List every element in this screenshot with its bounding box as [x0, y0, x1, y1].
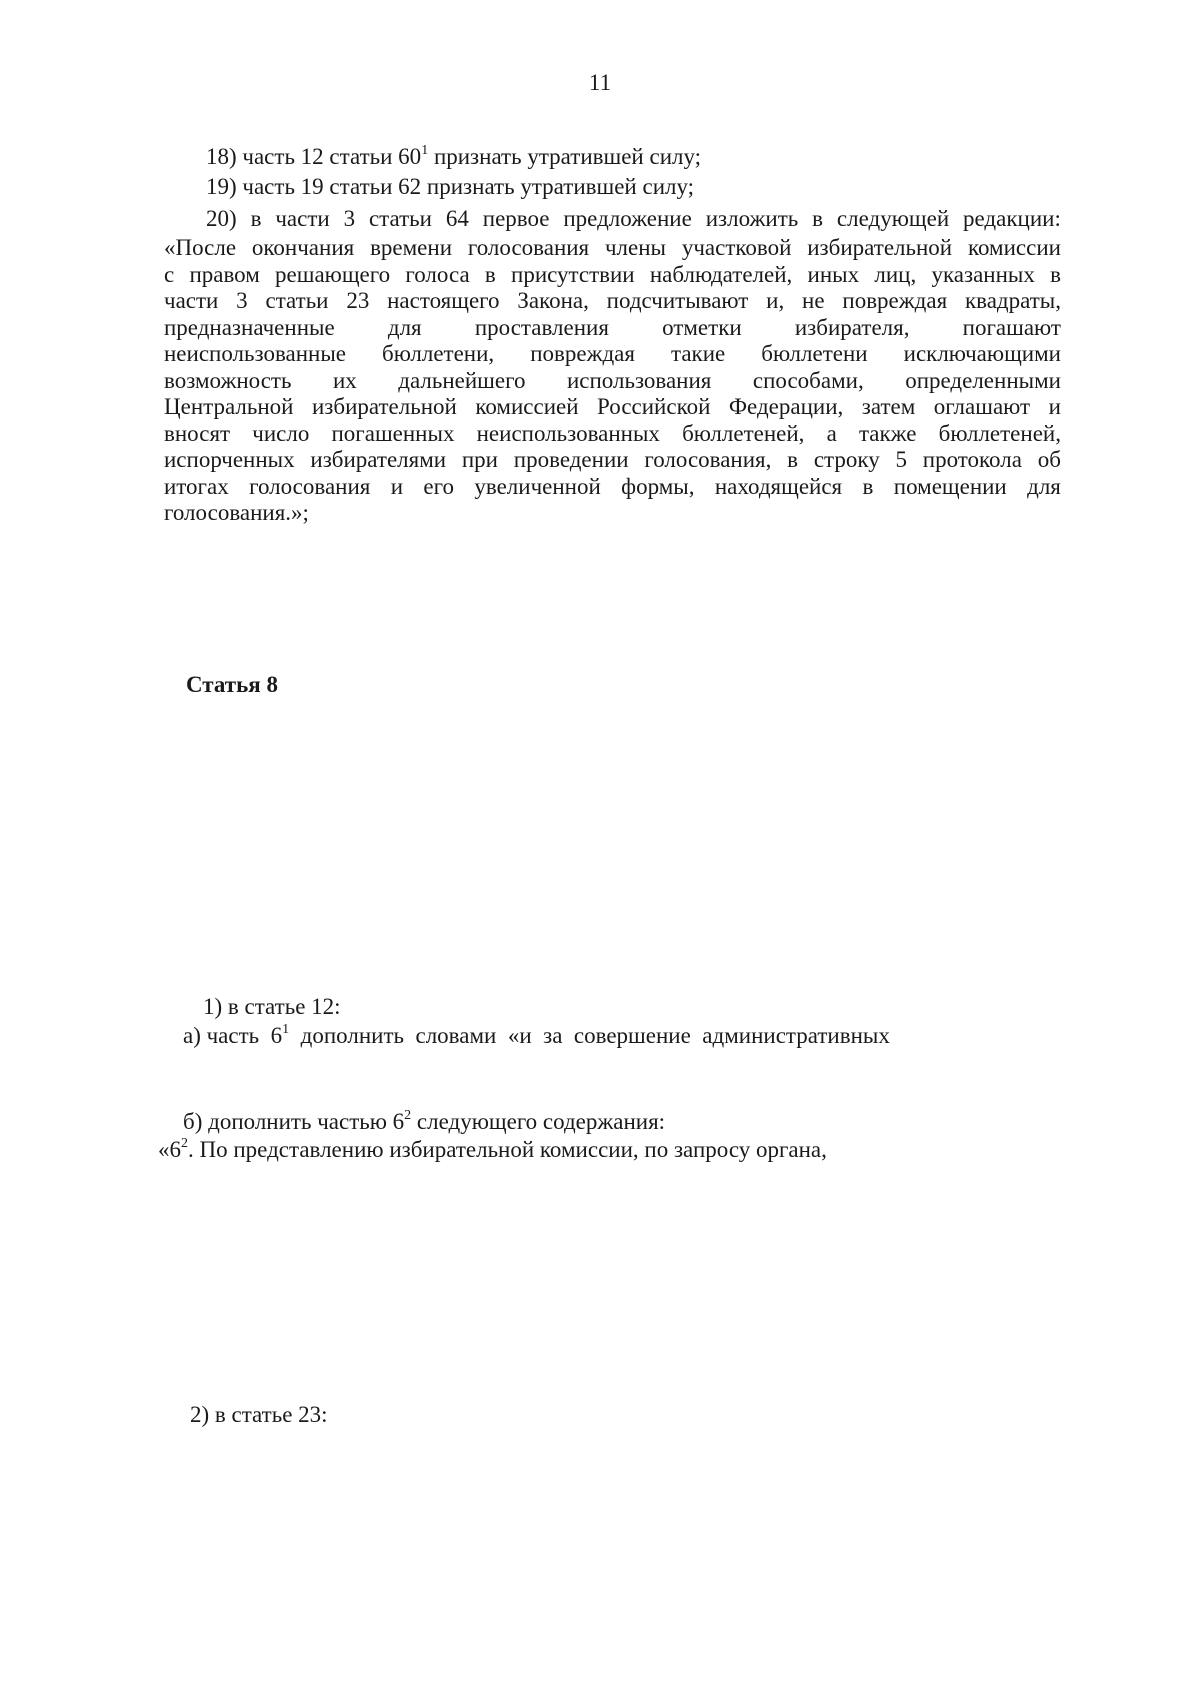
point-1a-superscript: 1 [282, 1022, 290, 1037]
item-20-quote-line: части 3 статьи 23 настоящего Закона, подсчитывают и, не повреждая квадраты, [164, 288, 1061, 313]
item-20-quote-line: неиспользованные бюллетени, повреждая такие бюллетени исключающими [164, 341, 1061, 366]
item-20-quote-line: «После окончания времени голосования члены участковой избирательной комиссии [164, 235, 1061, 260]
item-20-quote-line: возможность их дальнейшего использования способами, определенными [164, 367, 1061, 393]
item-20-quote-line: предназначенные для проставления отметки избирателя, погашают [164, 314, 1061, 340]
article-title: Статья 8 [186, 672, 278, 697]
article-part-6-2-first [158, 1135, 1061, 1165]
item-18-text-end: признать утратившей силу; [428, 144, 702, 169]
item-18 [206, 142, 1061, 172]
article-point-1a-first [183, 1021, 1061, 1051]
point-1b-suffix: следующего содержания: [411, 1109, 666, 1134]
article-point-2: 2) в статье 23: [190, 1402, 328, 1427]
item-20-quote-line: Центральной избирательной комиссией Российской Федерации, затем оглашают и [164, 394, 1061, 419]
item-20-quote-line: с правом решающего голоса в присутствии наблюдателей, иных лиц, указанных в [164, 261, 1061, 287]
item-20-quote-line: итогах голосования и его увеличенной формы, находящейся в помещении для [164, 473, 1061, 499]
item-18-superscript: 1 [421, 143, 429, 158]
point-1a-prefix: а) часть 6 [183, 1023, 283, 1048]
item-20-quote-line: испорченных избирателями при проведении голосования, в строку 5 протокола об [164, 447, 1061, 472]
item-19: 19) часть 19 статьи 62 признать утратившей силу; [206, 174, 695, 199]
point-1b-superscript: 2 [404, 1108, 412, 1123]
page-number: 11 [588, 70, 612, 95]
item-21 [206, 563, 1061, 593]
part-6-2-superscript: 2 [181, 1136, 188, 1151]
article-point-1b [183, 1107, 1061, 1137]
item-20-lead: 20) в части 3 статьи 64 первое предложение изложить в следующей редакции: [206, 206, 1061, 231]
item-20-quote-line: голосования.»; [164, 500, 309, 525]
point-1b-prefix: б) дополнить частью 6 [183, 1109, 405, 1134]
item-18-text: 18) часть 12 статьи 60 [206, 144, 422, 169]
part-6-2-prefix: «6 [158, 1137, 181, 1162]
article-point-1: 1) в статье 12: [203, 994, 341, 1019]
point-1a-suffix: дополнить словами «и за совершение административных [289, 1023, 890, 1048]
part-6-2-suffix: . По представлению избирательной комиссии, по запросу органа, [188, 1137, 827, 1162]
item-20-quote-line: вносят число погашенных неиспользованных бюллетеней, а также бюллетеней, [164, 420, 1061, 446]
